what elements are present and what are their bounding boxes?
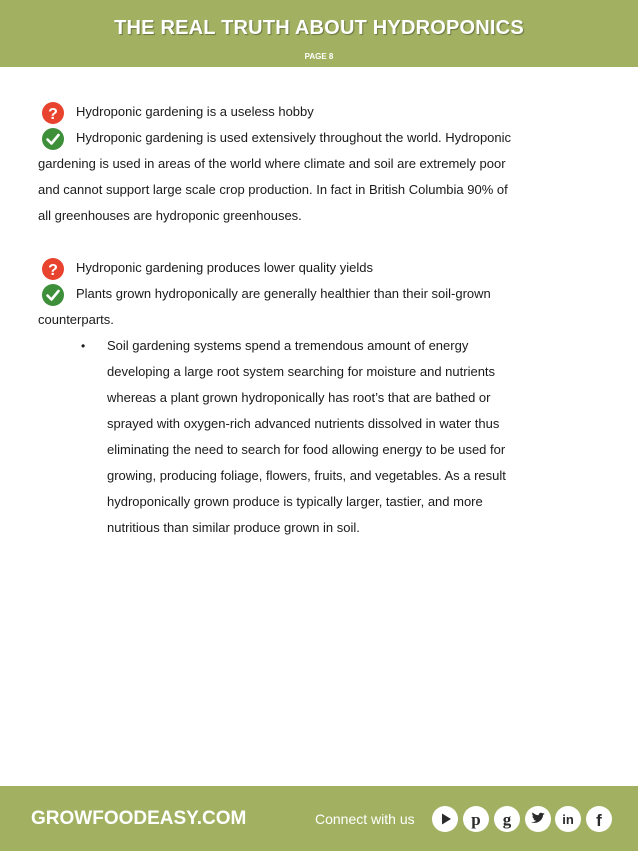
fact-text-line: counterparts. <box>38 312 114 327</box>
connect-label: Connect with us <box>315 811 415 827</box>
svg-text:in: in <box>562 812 574 827</box>
bullet-text-line: growing, producing foliage, flowers, fruits, and vegetables. As a result <box>107 468 506 483</box>
bullet-text-line: Soil gardening systems spend a tremendous amount of energy <box>107 338 469 353</box>
bullet-text-line: sprayed with oxygen-rich advanced nutrients dissolved in water thus <box>107 416 500 431</box>
list-item-continuation <box>38 463 558 489</box>
list-item-continuation <box>38 437 558 463</box>
svg-text:?: ? <box>48 106 58 123</box>
fact-statement <box>38 281 558 307</box>
svg-text:g: g <box>502 810 512 829</box>
page-footer <box>0 786 638 851</box>
myth-text: Hydroponic gardening produces lower quality yields <box>76 260 374 275</box>
fact-statement <box>38 125 558 151</box>
list-item-continuation <box>38 385 558 411</box>
bullet-list <box>38 333 558 541</box>
document-body <box>38 99 558 541</box>
page-number: PAGE 8 <box>304 52 334 61</box>
bullet-text-line: eliminating the need to search for food allowing energy to be used for <box>107 442 506 457</box>
google-plus-icon[interactable] <box>494 806 520 832</box>
svg-text:?: ? <box>48 262 58 279</box>
question-mark-icon <box>42 102 64 124</box>
myth-fact-block-1 <box>38 99 558 229</box>
page-title: THE REAL TRUTH ABOUT HYDROPONICS <box>114 17 524 39</box>
fact-text-line: Plants grown hydroponically are generally healthier than their soil-grown <box>76 286 491 301</box>
bullet-text-line: developing a large root system searching for moisture and nutrients <box>107 364 496 379</box>
check-mark-icon <box>42 284 64 306</box>
youtube-icon[interactable] <box>432 806 458 832</box>
pinterest-icon[interactable] <box>463 806 489 832</box>
question-mark-icon <box>42 258 64 280</box>
brand-link[interactable]: GROWFOODEASY.COM <box>31 808 247 829</box>
page-header <box>0 0 638 67</box>
fact-text-line: all greenhouses are hydroponic greenhouses. <box>38 208 302 223</box>
fact-text-line: gardening is used in areas of the world where climate and soil are extremely poor <box>38 156 506 171</box>
bullet-marker: • <box>81 339 86 353</box>
myth-text: Hydroponic gardening is a useless hobby <box>76 104 314 119</box>
list-item-continuation <box>38 359 558 385</box>
linkedin-icon[interactable] <box>555 806 581 832</box>
svg-text:f: f <box>596 811 602 830</box>
list-item-continuation <box>38 411 558 437</box>
twitter-icon[interactable] <box>525 806 551 832</box>
fact-text-line: and cannot support large scale crop production. In fact in British Columbia 90% of <box>38 182 508 197</box>
bullet-text-line: whereas a plant grown hydroponically has root’s that are bathed or <box>107 390 491 405</box>
fact-text-line: Hydroponic gardening is used extensively throughout the world. Hydroponic <box>76 130 512 145</box>
bullet-text-line: nutritious than similar produce grown in soil. <box>107 520 360 535</box>
list-item <box>38 333 558 359</box>
facebook-icon[interactable] <box>586 806 612 832</box>
list-item-continuation <box>38 489 558 515</box>
svg-text:p: p <box>471 810 481 829</box>
myth-fact-block-2 <box>38 255 558 541</box>
myth-statement <box>38 255 558 281</box>
check-mark-icon <box>42 128 64 150</box>
myth-statement <box>38 99 558 125</box>
list-item-continuation <box>38 515 558 541</box>
bullet-text-line: hydroponically grown produce is typically larger, tastier, and more <box>107 494 483 509</box>
